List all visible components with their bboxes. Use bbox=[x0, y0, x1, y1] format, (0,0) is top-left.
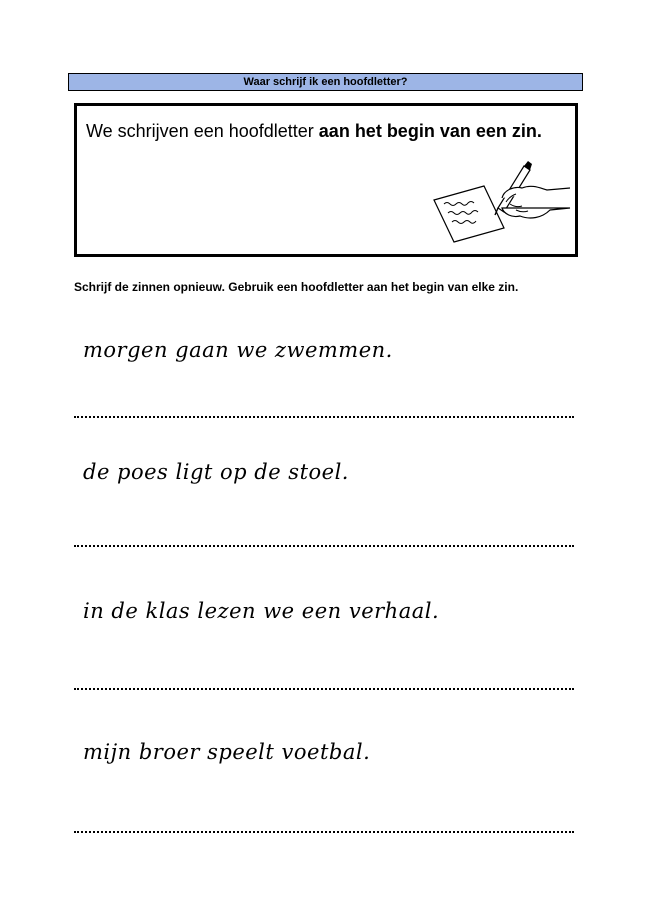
writing-line-4[interactable] bbox=[74, 831, 574, 833]
sentence-3: in de klas lezen we een verhaal. bbox=[83, 599, 440, 623]
worksheet-title: Waar schrijf ik een hoofdletter? bbox=[68, 73, 583, 91]
rule-text-normal: We schrijven een hoofdletter bbox=[86, 121, 319, 141]
rule-text bbox=[86, 118, 546, 145]
rule-box bbox=[74, 103, 578, 257]
sentence-4: mijn broer speelt voetbal. bbox=[83, 740, 371, 764]
rule-text-bold: aan het begin van een zin. bbox=[318, 121, 542, 141]
writing-hand-icon bbox=[432, 158, 572, 243]
writing-line-1[interactable] bbox=[74, 416, 574, 418]
instruction-text: Schrijf de zinnen opnieuw. Gebruik een hoofdletter aan het begin van elke zin. bbox=[74, 280, 519, 294]
sentence-2: de poes ligt op de stoel. bbox=[83, 460, 349, 484]
sentence-1: morgen gaan we zwemmen. bbox=[83, 338, 393, 362]
writing-line-2[interactable] bbox=[74, 545, 574, 547]
writing-line-3[interactable] bbox=[74, 688, 574, 690]
